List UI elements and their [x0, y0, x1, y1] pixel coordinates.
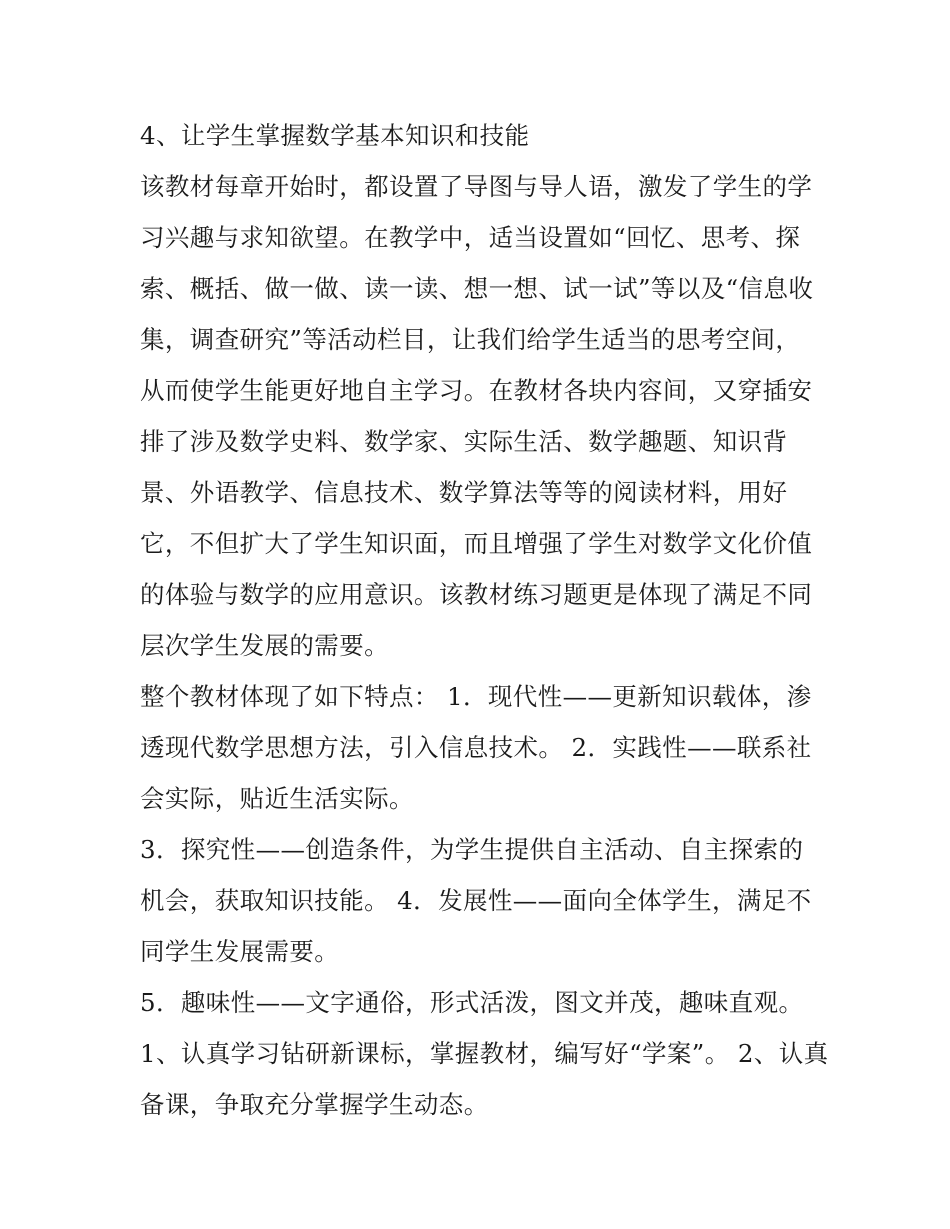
document-body: [140, 110, 829, 1130]
text-line: 景、外语教学、信息技术、数学算法等等的阅读材料，用好: [140, 478, 788, 507]
text-line: 会实际，贴近生活实际。: [140, 784, 414, 813]
text-line: 同学生发展需要。: [140, 937, 340, 966]
text-line: 它，不但扩大了学生知识面，而且增强了学生对数学文化价值: [140, 529, 813, 558]
section-heading: 4、让学生掌握数学基本知识和技能: [140, 121, 530, 150]
text-line: 整个教材体现了如下特点： 1．现代性——更新知识载体，渗: [140, 682, 812, 711]
text-line: 索、概括、做一做、读一读、想一想、试一试”等以及“信息收: [140, 274, 814, 303]
text-line: 透现代数学思想方法，引入信息技术。 2．实践性——联系社: [140, 733, 812, 762]
text-line: 排了涉及数学史料、数学家、实际生活、数学趣题、知识背: [140, 427, 788, 456]
text-line: 1、认真学习钻研新课标，掌握教材，编写好“学案”。 2、认真: [140, 1039, 829, 1068]
text-line: 集，调查研究”等活动栏目，让我们给学生适当的思考空间，: [140, 325, 801, 354]
text-line: 机会，获取知识技能。 4．发展性——面向全体学生，满足不: [140, 886, 812, 915]
text-line: 备课，争取充分掌握学生动态。: [140, 1090, 489, 1119]
text-line: 5．趣味性——文字通俗，形式活泼，图文并茂，趣味直观。: [140, 988, 804, 1017]
text-line: 该教材每章开始时，都设置了导图与导人语，激发了学生的学: [140, 172, 813, 201]
text-line: 3．探究性——创造条件，为学生提供自主活动、自主探索的: [140, 835, 804, 864]
text-line: 习兴趣与求知欲望。在教学中，适当设置如“回忆、思考、探: [140, 223, 801, 252]
text-line: 从而使学生能更好地自主学习。在教材各块内容间，又穿插安: [140, 376, 813, 405]
text-line: 的体验与数学的应用意识。该教材练习题更是体现了满足不同: [140, 580, 813, 609]
text-line: 层次学生发展的需要。: [140, 631, 389, 660]
